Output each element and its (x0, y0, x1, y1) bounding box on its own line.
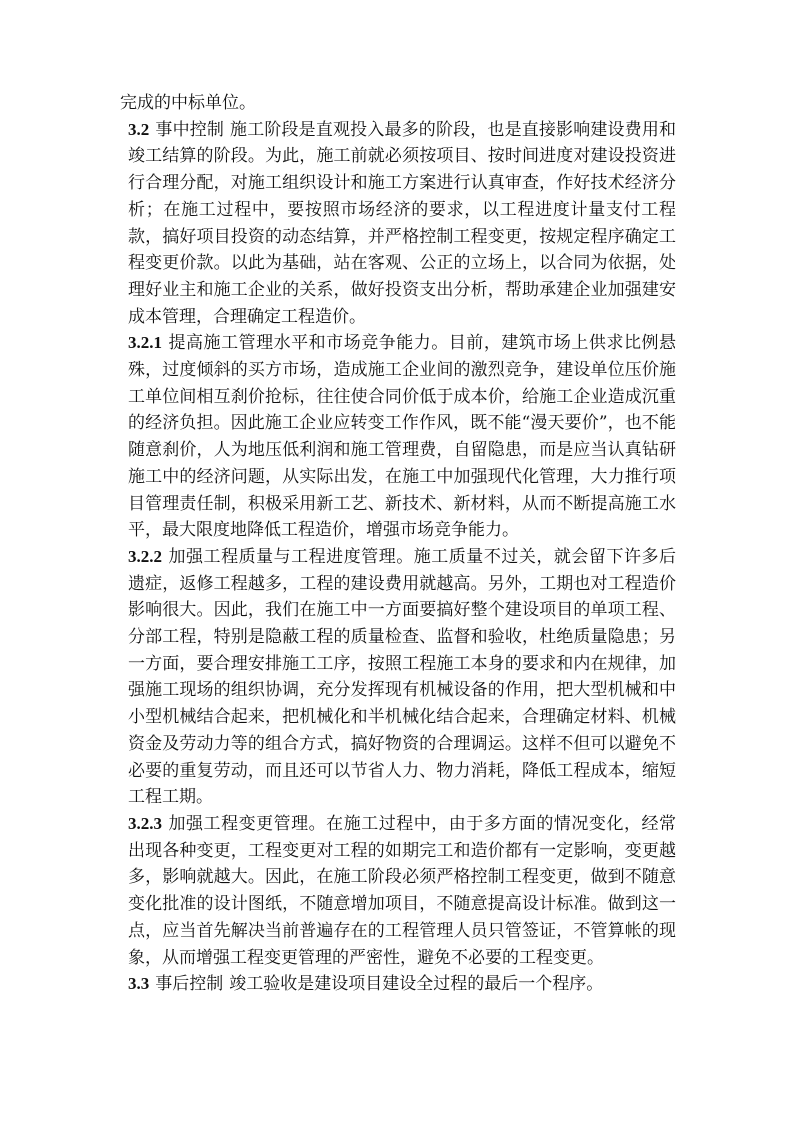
paragraph-text: 加强工程变更管理。在施工过程中，由于多方面的情况变化，经常出现各种变更，工程变更对工程的如期完工和造价都有一定影响，变更越多，影响就越大。因此，在施工阶段必须严格控制工程变更，做到不随意变化批准的设计图纸，不随意增加项目，不随意提高设计标准。做到这一点，应当首先解决当前普遍存在的工程管理人员只管签证，不管算帐的现象，从而增强工程变更管理的严密性，避免不必要的工程变更。 (128, 813, 676, 968)
section-number: 3.2.2 (128, 546, 162, 566)
paragraph-text: 施工阶段是直观投入最多的阶段，也是直接影响建设费用和竣工结算的阶段。为此，施工前就必须按项目、按时间进度对建设投资进行合理分配，对施工组织设计和施工方案进行认真审查，作好技术经济分析；在施工过程中，要按照市场经济的要求，以工程进度计量支付工程款，搞好项目投资的动态结算，并严格控制工程变更，按规定程序确定工程变更价款。以此为基础，站在客观、公正的立场上，以合同为依据，处理好业主和施工企业的关系，做好投资支出分析，帮助承建企业加强建安成本管理，合理确定工程造价。 (128, 119, 677, 327)
section-title: 事后控制 (155, 974, 224, 995)
section-3-2-1 (120, 330, 676, 544)
section-3-3 (120, 971, 676, 998)
paragraph-text: 竣工验收是建设项目建设全过程的最后一个程序。 (229, 974, 604, 995)
paragraph-text: 加强工程质量与工程进度管理。施工质量不过关，就会留下许多后遗症，返修工程越多，工程的建设费用就越高。另外，工期也对工程造价影响很大。因此，我们在施工中一方面要搞好整个建设项目的单项工程、分部工程，特别是隐蔽工程的质量检查、监督和验收，杜绝质量隐患；另一方面，要合理安排施工工序，按照工程施工本身的要求和内在规律，加强施工现场的组织协调，充分发挥现有机械设备的作用，把大型机械和中小型机械结合起来，把机械化和半机械化结合起来，合理确定材料、机械资金及劳动力等的组合方式，搞好物资的合理调运。这样不但可以避免不必要的重复劳动，而且还可以节省人力、物力消耗，降低工程成本，缩短工程工期。 (128, 546, 676, 808)
section-number: 3.2.1 (128, 333, 162, 353)
section-3-2-3 (120, 811, 676, 971)
paragraph-continuation (120, 90, 676, 117)
paragraph-text: 提高施工管理水平和市场竞争能力。目前，建筑市场上供求比例悬殊，过度倾斜的买方市场，造成施工企业间的激烈竞争，建设单位压价施工单位间相互刹价抢标，往往使合同价低于成本价，给施工企业造成沉重的经济负担。因此施工企业应转变工作作风，既不能“漫天要价”，也不能随意刹价，人为地压低利润和施工管理费，自留隐患，而是应当认真钻研施工中的经济问题，从实际出发，在施工中加强现代化管理，大力推行项目管理责任制，积极采用新工艺、新技术、新材料，从而不断提高施工水平，最大限度地降低工程造价，增强市场竞争能力。 (128, 333, 676, 541)
section-number: 3.3 (128, 974, 150, 994)
section-3-2-2 (120, 544, 676, 811)
paragraph-text: 完成的中标单位。 (120, 93, 256, 113)
document-page (120, 90, 676, 998)
section-title: 事中控制 (155, 119, 225, 140)
section-number: 3.2.3 (128, 813, 162, 833)
section-3-2 (120, 117, 676, 331)
section-number: 3.2 (128, 119, 150, 139)
